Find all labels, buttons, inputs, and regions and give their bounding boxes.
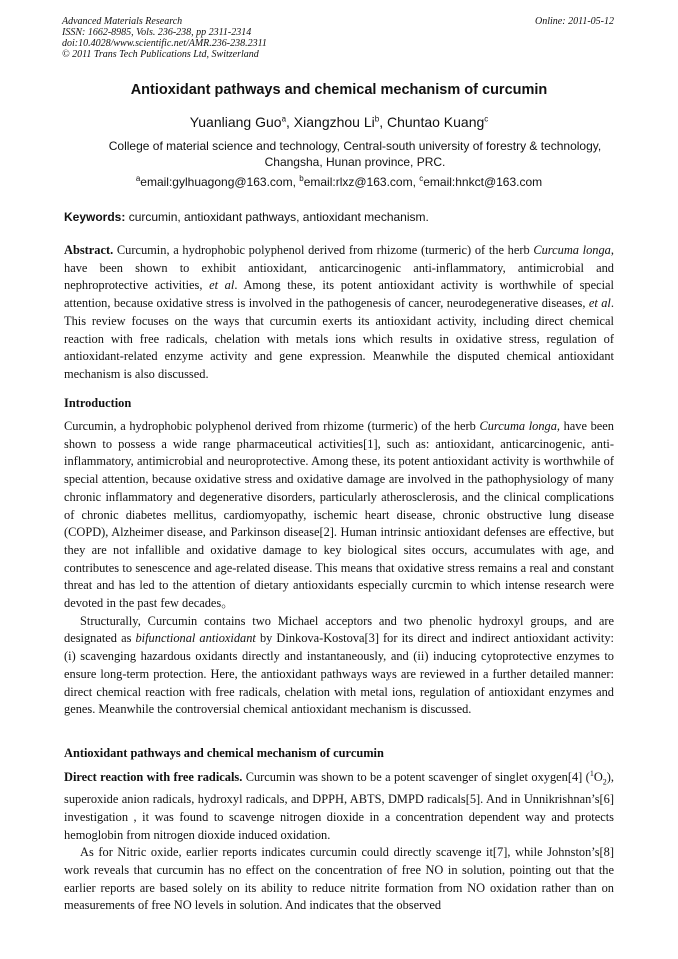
author-sep-1: , — [286, 114, 294, 130]
paragraph-italic: bifunctional antioxidant — [135, 631, 256, 646]
email-c: email:hnkct@163.com — [423, 175, 543, 189]
section-2-paragraph-2: As for Nitric oxide, earlier reports indicates curcumin could directly scavenge it[7], while Johnston’s[8] work reveals that curcumin has no effect on the concentration of free NO in solution, pointing out that the earlier reports are based solely on its ability to reduce nitrite formation from NO oxidation rather than on measurements of free NO levels in solution. And indicates that the observed — [64, 845, 614, 913]
keywords — [64, 210, 429, 224]
abstract-text: . Among these, its potent antioxidant activity is worthwhile of special attention, because oxidative stress is involved in the pathogenesis of cancer, neurodegenerative diseases, — [64, 278, 614, 311]
paragraph-text: Structurally, Curcumin contains two Michael acceptors and two phenolic hydroxyl groups, and are designated as — [64, 613, 614, 646]
email-a-sup: a — [135, 174, 141, 183]
email-c-sup: c — [419, 174, 424, 183]
abstract-italic: et al — [209, 278, 235, 293]
paragraph-text: by Dinkova-Kostova[3] for its direct and indirect antioxidant activity: (i) scavenging hazardous oxidants directly and instantaneously, and (ii) inducing cytoprotective enzymes to ensure long-term protection. Here, the antioxidant pathways ways are reviewed in a further detailed manner: direct chemical reaction with free radicals, chelation with metal ions, regulation of antioxidant enzymes and genes. Meanwhile the controversial chemical antioxidant mechanism is discussed. — [64, 631, 614, 717]
email-a: email:gylhuagong@163.com, — [140, 175, 300, 189]
keywords-text: curcumin, antioxidant pathways, antioxidant mechanism. — [125, 210, 429, 224]
email-line — [0, 175, 678, 189]
author-3: Chuntao Kuang — [386, 114, 485, 130]
intro-paragraph-1 — [64, 418, 614, 613]
introduction-body — [64, 418, 614, 719]
paper-title: Antioxidant pathways and chemical mechanism of curcumin — [130, 82, 548, 98]
affiliation-line-2: Changsha, Hunan province, PRC. — [264, 155, 446, 169]
keywords-label: Keywords: — [64, 210, 126, 224]
paragraph-text: ), superoxide anion radicals, hydroxyl radicals, and DPPH, ABTS, DMPD radicals[5]. And in Unnikrishnan’s[6] investigation , it was found to scavenge nitrogen dioxide in a concentration dependent way and protects hemoglobin from nitrogen dioxide induced oxidation. — [64, 770, 614, 842]
abstract-italic: et al — [588, 296, 611, 311]
paragraph-text: Curcumin, a hydrophobic polyphenol derived from rhizome (turmeric) of the herb — [64, 419, 480, 433]
affiliation-line-1: College of material science and technology, Central-south university of forestry & technology, — [108, 139, 602, 153]
abstract-text: , have been shown to exhibit antioxidant, anticarcinogenic anti-inflammatory, antimicrobial and nephroprotective activities, — [64, 243, 614, 293]
journal-header — [62, 16, 267, 60]
section-2-body — [64, 769, 614, 915]
author-2-sup: b — [374, 114, 380, 124]
issn-line: ISSN: 1662-8985, Vols. 236-238, pp 2311-2314 — [62, 27, 252, 38]
affiliation — [90, 138, 620, 170]
introduction-heading: Introduction — [64, 396, 132, 410]
author-sep-2: , — [379, 114, 387, 130]
copyright-line: © 2011 Trans Tech Publications Ltd, Switzerland — [62, 49, 259, 60]
paragraph-text: have been shown to possess a wide range pharmaceutical activities[1], such as: antioxidant, anticarcinogenic, anti-inflammatory, antimicrobial and neuroprotective. Among these, its potent antioxidant activity is worthwhile of special attention, because oxidative stress and oxidative damage are involved in the pathophysiology of many chronic inflammatory and degenerative disorders, particularly atherosclerosis, and the clinical complications of chronic diabetes mellitus, cardiomyopathy, ischemic heart disease, chronic obstructive lung disease (COPD), Alzheimer disease, and Parkinson disease[2]. Human intrinsic antioxidant defenses are effective, but they are not infallible and oxidative damage to key biological sites occurs, accumulates with age, and contributes to senescence and age-related disease. This means that oxidative stress remains a real and constant threat and has led to the attention of dietary antioxidants especially curcmin to which intense research were devoted in the past few decades。 — [64, 419, 614, 611]
abstract-text: . This review focuses on the ways that curcumin exerts its antioxidant activity, including direct chemical reaction with free radicals, chelation with metals ions which results in oxidative stress, regulation of antioxidant-related enzyme activity and gene expression. Meanwhile the disputed chemical antioxidant mechanism is also discussed. — [64, 296, 614, 381]
superscript: 1 — [589, 768, 594, 778]
abstract — [64, 242, 614, 384]
paragraph-italic: Curcuma longa, — [479, 419, 561, 433]
author-1-sup: a — [281, 114, 287, 124]
abstract-text: Curcumin, a hydrophobic polyphenol derived from rhizome (turmeric) of the herb — [113, 243, 534, 257]
abstract-italic: Curcuma longa — [533, 243, 611, 257]
section-2-heading: Antioxidant pathways and chemical mechanism of curcumin — [64, 746, 384, 760]
doi-line: doi:10.4028/www.scientific.net/AMR.236-238.2311 — [62, 38, 267, 49]
email-b-sup: b — [299, 174, 304, 183]
subsection-label: Direct reaction with free radicals. — [64, 770, 243, 784]
paragraph-text: O — [593, 770, 603, 784]
author-2: Xiangzhou Li — [293, 114, 375, 130]
email-b: email:rlxz@163.com, — [303, 175, 420, 189]
intro-paragraph-2 — [64, 613, 614, 719]
section-2-paragraph-1 — [64, 769, 614, 844]
journal-name: Advanced Materials Research — [62, 16, 183, 27]
online-date: Online: 2011-05-12 — [535, 16, 614, 27]
abstract-label: Abstract. — [64, 243, 114, 257]
paragraph-text: Curcumin was shown to be a potent scavenger of singlet oxygen[4] ( — [242, 770, 590, 784]
author-1: Yuanliang Guo — [189, 114, 282, 130]
author-3-sup: c — [484, 114, 489, 124]
subscript: 2 — [602, 777, 607, 787]
author-line — [0, 114, 678, 130]
